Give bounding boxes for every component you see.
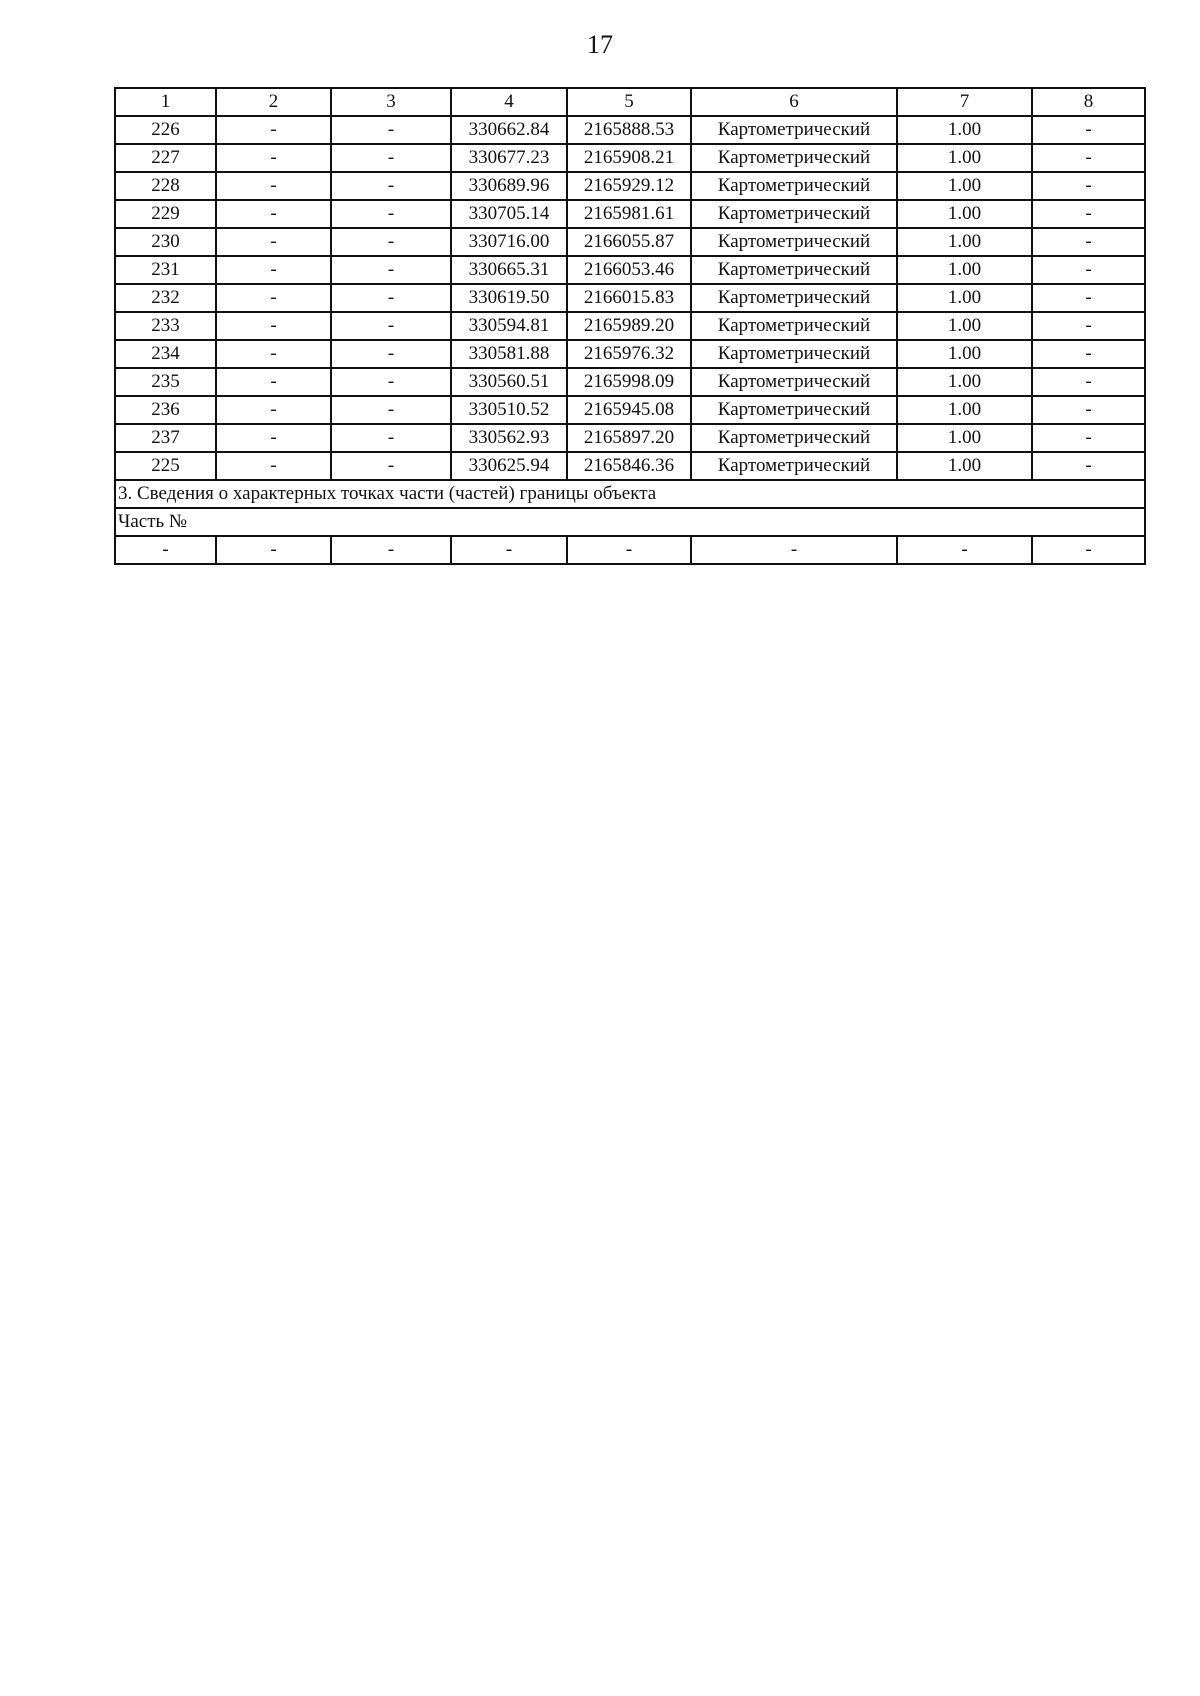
- col-8-cell: -: [1032, 256, 1145, 284]
- col-2-cell: -: [216, 368, 331, 396]
- x-coordinate-cell: 330625.94: [451, 452, 567, 480]
- method-cell: Картометрический: [691, 284, 897, 312]
- empty-row: [115, 536, 1145, 564]
- col-3-cell: -: [331, 284, 451, 312]
- col-8-cell: -: [1032, 312, 1145, 340]
- method-cell: Картометрический: [691, 424, 897, 452]
- table-row: [115, 172, 1145, 200]
- col-8-cell: -: [1032, 144, 1145, 172]
- x-coordinate-cell: 330677.23: [451, 144, 567, 172]
- accuracy-cell: 7: [897, 88, 1032, 116]
- table-row: [115, 340, 1145, 368]
- x-coordinate-cell: 330689.96: [451, 172, 567, 200]
- table-row: [115, 452, 1145, 480]
- col-3-cell: -: [331, 396, 451, 424]
- method-cell: Картометрический: [691, 312, 897, 340]
- y-coordinate-cell: 2165945.08: [567, 396, 691, 424]
- table-row: [115, 256, 1145, 284]
- accuracy-cell: 1.00: [897, 116, 1032, 144]
- col-2-cell: -: [216, 396, 331, 424]
- col-8-cell: -: [1032, 396, 1145, 424]
- y-coordinate-cell: 2165981.61: [567, 200, 691, 228]
- col-2-cell: -: [216, 424, 331, 452]
- x-coordinate-cell: 330562.93: [451, 424, 567, 452]
- col-3-cell: -: [331, 256, 451, 284]
- x-coordinate-cell: 330594.81: [451, 312, 567, 340]
- y-coordinate-cell: 2165846.36: [567, 452, 691, 480]
- table-row: [115, 368, 1145, 396]
- method-cell: Картометрический: [691, 144, 897, 172]
- y-coordinate-cell: 2165989.20: [567, 312, 691, 340]
- col-8-cell: -: [1032, 172, 1145, 200]
- x-coordinate-cell: 330510.52: [451, 396, 567, 424]
- table-body: [115, 88, 1145, 564]
- accuracy-cell: 1.00: [897, 172, 1032, 200]
- col-3-cell: -: [331, 452, 451, 480]
- col-8-cell: -: [1032, 200, 1145, 228]
- col-2-cell: -: [216, 256, 331, 284]
- y-coordinate-cell: 5: [567, 88, 691, 116]
- point-number-cell: 235: [115, 368, 216, 396]
- method-cell: Картометрический: [691, 228, 897, 256]
- table-row: [115, 424, 1145, 452]
- section-title: 3. Сведения о характерных точках части (частей) границы объекта: [115, 480, 1145, 508]
- table-row: [115, 312, 1145, 340]
- table-row: [115, 200, 1145, 228]
- col-2-cell: -: [216, 200, 331, 228]
- accuracy-cell: 1.00: [897, 200, 1032, 228]
- accuracy-cell: 1.00: [897, 284, 1032, 312]
- accuracy-cell: 1.00: [897, 256, 1032, 284]
- method-cell: Картометрический: [691, 200, 897, 228]
- y-coordinate-cell: 2166055.87: [567, 228, 691, 256]
- point-number-cell: 226: [115, 116, 216, 144]
- col-8-cell: -: [1032, 368, 1145, 396]
- point-number-cell: 228: [115, 172, 216, 200]
- point-number-cell: 227: [115, 144, 216, 172]
- col-8-cell: 8: [1032, 88, 1145, 116]
- col-8-cell: -: [1032, 424, 1145, 452]
- x-coordinate-cell: 4: [451, 88, 567, 116]
- point-number-cell: 231: [115, 256, 216, 284]
- col-2-cell: 2: [216, 88, 331, 116]
- point-number-cell: 237: [115, 424, 216, 452]
- section-row: [115, 480, 1145, 508]
- method-cell: Картометрический: [691, 116, 897, 144]
- method-cell: Картометрический: [691, 396, 897, 424]
- col-3-cell: -: [331, 144, 451, 172]
- table-row: [115, 228, 1145, 256]
- table-row: [115, 116, 1145, 144]
- col-8-cell: -: [1032, 452, 1145, 480]
- col-3-cell: -: [331, 536, 451, 564]
- accuracy-cell: 1.00: [897, 396, 1032, 424]
- header-row: [115, 88, 1145, 116]
- accuracy-cell: 1.00: [897, 312, 1032, 340]
- col-3-cell: -: [331, 228, 451, 256]
- col-2-cell: -: [216, 312, 331, 340]
- col-2-cell: -: [216, 536, 331, 564]
- method-cell: Картометрический: [691, 340, 897, 368]
- col-8-cell: -: [1032, 284, 1145, 312]
- accuracy-cell: 1.00: [897, 424, 1032, 452]
- accuracy-cell: -: [897, 536, 1032, 564]
- method-cell: 6: [691, 88, 897, 116]
- x-coordinate-cell: -: [451, 536, 567, 564]
- col-3-cell: -: [331, 200, 451, 228]
- col-3-cell: -: [331, 312, 451, 340]
- y-coordinate-cell: 2165976.32: [567, 340, 691, 368]
- y-coordinate-cell: 2166053.46: [567, 256, 691, 284]
- x-coordinate-cell: 330705.14: [451, 200, 567, 228]
- method-cell: Картометрический: [691, 256, 897, 284]
- col-2-cell: -: [216, 172, 331, 200]
- table-row: [115, 396, 1145, 424]
- method-cell: -: [691, 536, 897, 564]
- col-3-cell: 3: [331, 88, 451, 116]
- col-8-cell: -: [1032, 536, 1145, 564]
- method-cell: Картометрический: [691, 172, 897, 200]
- col-3-cell: -: [331, 172, 451, 200]
- point-number-cell: 236: [115, 396, 216, 424]
- page-number: 17: [587, 30, 613, 59]
- y-coordinate-cell: 2165929.12: [567, 172, 691, 200]
- col-2-cell: -: [216, 284, 331, 312]
- y-coordinate-cell: 2165998.09: [567, 368, 691, 396]
- y-coordinate-cell: -: [567, 536, 691, 564]
- point-number-cell: 234: [115, 340, 216, 368]
- y-coordinate-cell: 2165888.53: [567, 116, 691, 144]
- coordinates-table: [114, 87, 1146, 565]
- point-number-cell: 229: [115, 200, 216, 228]
- point-number-cell: 233: [115, 312, 216, 340]
- col-2-cell: -: [216, 340, 331, 368]
- x-coordinate-cell: 330716.00: [451, 228, 567, 256]
- col-3-cell: -: [331, 368, 451, 396]
- method-cell: Картометрический: [691, 452, 897, 480]
- x-coordinate-cell: 330662.84: [451, 116, 567, 144]
- x-coordinate-cell: 330581.88: [451, 340, 567, 368]
- accuracy-cell: 1.00: [897, 452, 1032, 480]
- col-8-cell: -: [1032, 340, 1145, 368]
- y-coordinate-cell: 2165908.21: [567, 144, 691, 172]
- point-number-cell: 232: [115, 284, 216, 312]
- table-row: [115, 144, 1145, 172]
- col-3-cell: -: [331, 116, 451, 144]
- y-coordinate-cell: 2166015.83: [567, 284, 691, 312]
- col-3-cell: -: [331, 340, 451, 368]
- col-3-cell: -: [331, 424, 451, 452]
- col-2-cell: -: [216, 116, 331, 144]
- accuracy-cell: 1.00: [897, 144, 1032, 172]
- part-label: Часть №: [115, 508, 1145, 536]
- col-2-cell: -: [216, 228, 331, 256]
- method-cell: Картометрический: [691, 368, 897, 396]
- point-number-cell: -: [115, 536, 216, 564]
- part-row: [115, 508, 1145, 536]
- accuracy-cell: 1.00: [897, 368, 1032, 396]
- x-coordinate-cell: 330665.31: [451, 256, 567, 284]
- col-8-cell: -: [1032, 116, 1145, 144]
- point-number-cell: 1: [115, 88, 216, 116]
- accuracy-cell: 1.00: [897, 228, 1032, 256]
- x-coordinate-cell: 330619.50: [451, 284, 567, 312]
- point-number-cell: 230: [115, 228, 216, 256]
- table-row: [115, 284, 1145, 312]
- x-coordinate-cell: 330560.51: [451, 368, 567, 396]
- col-8-cell: -: [1032, 228, 1145, 256]
- point-number-cell: 225: [115, 452, 216, 480]
- col-2-cell: -: [216, 452, 331, 480]
- col-2-cell: -: [216, 144, 331, 172]
- y-coordinate-cell: 2165897.20: [567, 424, 691, 452]
- accuracy-cell: 1.00: [897, 340, 1032, 368]
